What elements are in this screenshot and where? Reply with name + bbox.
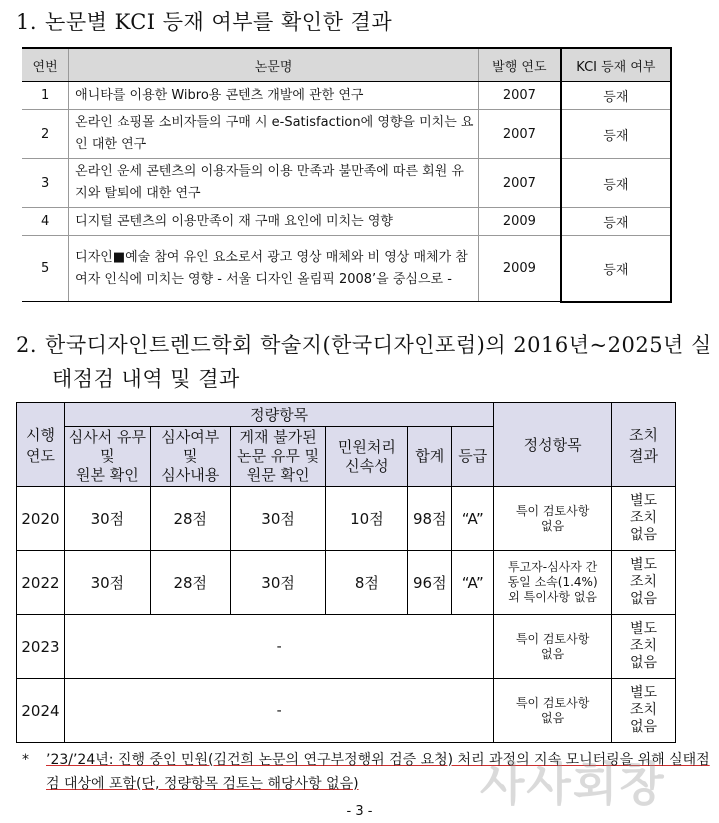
row-action: 별도 조치 없음: [612, 487, 676, 551]
watermark: 사사회창: [480, 757, 666, 808]
row-no: 5: [22, 236, 69, 302]
row-title: 온라인 쇼핑몰 소비자들의 구매 시 e-Satisfaction에 영향을 미치는 요인 대한 연구: [69, 110, 479, 159]
header-exec-year: 시행 연도: [17, 403, 65, 487]
row-qual: 특이 검토사항 없음: [494, 615, 612, 679]
row-no: 3: [22, 159, 69, 208]
row-grade: “A”: [452, 487, 494, 551]
page-number: - 3 -: [346, 804, 373, 819]
row-total: 98점: [408, 487, 452, 551]
header-q2: 심사여부 및 심사내용: [150, 427, 230, 487]
row-qual: 특이 검토사항 없음: [494, 487, 612, 551]
footnote-marker: *: [22, 752, 29, 768]
section2-title-line1: 한국디자인트렌드학회 학술지(한국디자인포럼)의 2016년~2025년 실: [45, 333, 712, 357]
row-title: 온라인 운세 콘텐츠의 이용자들의 이용 만족과 불만족에 따른 회원 유지와 탈퇴에 대한 연구: [69, 159, 479, 208]
table-row: [22, 159, 671, 208]
row-q3: 30점: [230, 551, 326, 615]
table-row: [22, 208, 671, 236]
row-action: 별도 조치 없음: [612, 679, 676, 743]
row-action: 별도 조치 없음: [612, 551, 676, 615]
header-quant: 정량항목: [64, 403, 493, 427]
row-title: 디지털 콘텐츠의 이용만족이 재 구매 요인에 미치는 영향: [69, 208, 479, 236]
row-kci: 등재: [561, 159, 671, 208]
header-year: 발행 연도: [478, 48, 560, 82]
row-q4: 10점: [326, 487, 408, 551]
inspection-header-top: [17, 403, 676, 427]
table-row: [17, 551, 676, 615]
header-q1: 심사서 유무 및 원본 확인: [64, 427, 150, 487]
section1-number: 1.: [16, 10, 38, 34]
header-q4: 민원처리 신속성: [326, 427, 408, 487]
row-kci: 등재: [561, 82, 671, 110]
row-total: 96점: [408, 551, 452, 615]
row-q2: 28점: [150, 551, 230, 615]
row-quant-dash: -: [64, 615, 493, 679]
table-row: [17, 679, 676, 743]
header-qual: 정성항목: [494, 403, 612, 487]
table-row: [17, 487, 676, 551]
row-year: 2022: [17, 551, 65, 615]
row-quant-dash: -: [64, 679, 493, 743]
row-no: 2: [22, 110, 69, 159]
header-no: 연번: [22, 48, 69, 82]
footnote-text: ’23/’24년: 진행 중인 민원(김건희 논문의 연구부정행위 검증 요청) 처리 과정의 지속 모니터링을 위해 실태점검 대상에 포함(단, 정량항목 검토는 해당사항 없음): [46, 752, 710, 792]
row-year: 2009: [478, 236, 560, 302]
row-q1: 30점: [64, 487, 150, 551]
row-year: 2009: [478, 208, 560, 236]
row-q2: 28점: [150, 487, 230, 551]
row-qual: 특이 검토사항 없음: [494, 679, 612, 743]
table-row: [22, 110, 671, 159]
row-q3: 30점: [230, 487, 326, 551]
kci-table-header: [22, 48, 671, 82]
row-no: 4: [22, 208, 69, 236]
row-kci: 등재: [561, 236, 671, 302]
table-row: [17, 615, 676, 679]
header-action: 조치 결과: [612, 403, 676, 487]
section1-title: [16, 6, 392, 36]
row-year: 2024: [17, 679, 65, 743]
row-year: 2007: [478, 159, 560, 208]
row-q1: 30점: [64, 551, 150, 615]
row-year: 2023: [17, 615, 65, 679]
inspection-table: [16, 402, 676, 743]
header-total: 합계: [408, 427, 452, 487]
row-title: 디자인■예술 참여 유인 요소로서 광고 영상 매체와 비 영상 매체가 참여자 인식에 미치는 영향 - 서울 디자인 올림픽 2008’을 중심으로 -: [69, 236, 479, 302]
row-qual: 투고자-심사자 간 동일 소속(1.4%) 외 특이사항 없음: [494, 551, 612, 615]
table-row: [22, 82, 671, 110]
section1-title-text: 논문별 KCI 등재 여부를 확인한 결과: [45, 10, 393, 34]
row-no: 1: [22, 82, 69, 110]
section2-number: 2.: [16, 333, 38, 357]
row-year: 2020: [17, 487, 65, 551]
kci-table: [22, 47, 672, 303]
table-row: [22, 236, 671, 302]
row-q4: 8점: [326, 551, 408, 615]
row-year: 2007: [478, 110, 560, 159]
row-kci: 등재: [561, 208, 671, 236]
row-year: 2007: [478, 82, 560, 110]
header-grade: 등급: [452, 427, 494, 487]
header-kci: KCI 등재 여부: [561, 48, 671, 82]
row-title: 애니타를 이용한 Wibro용 콘텐츠 개발에 관한 연구: [69, 82, 479, 110]
header-title: 논문명: [69, 48, 479, 82]
section2-title: [16, 328, 712, 396]
row-grade: “A”: [452, 551, 494, 615]
row-action: 별도 조치 없음: [612, 615, 676, 679]
row-kci: 등재: [561, 110, 671, 159]
section2-title-line2: 태점검 내역 및 결과: [52, 367, 240, 391]
header-q3: 게재 불가된 논문 유무 및 원문 확인: [230, 427, 326, 487]
